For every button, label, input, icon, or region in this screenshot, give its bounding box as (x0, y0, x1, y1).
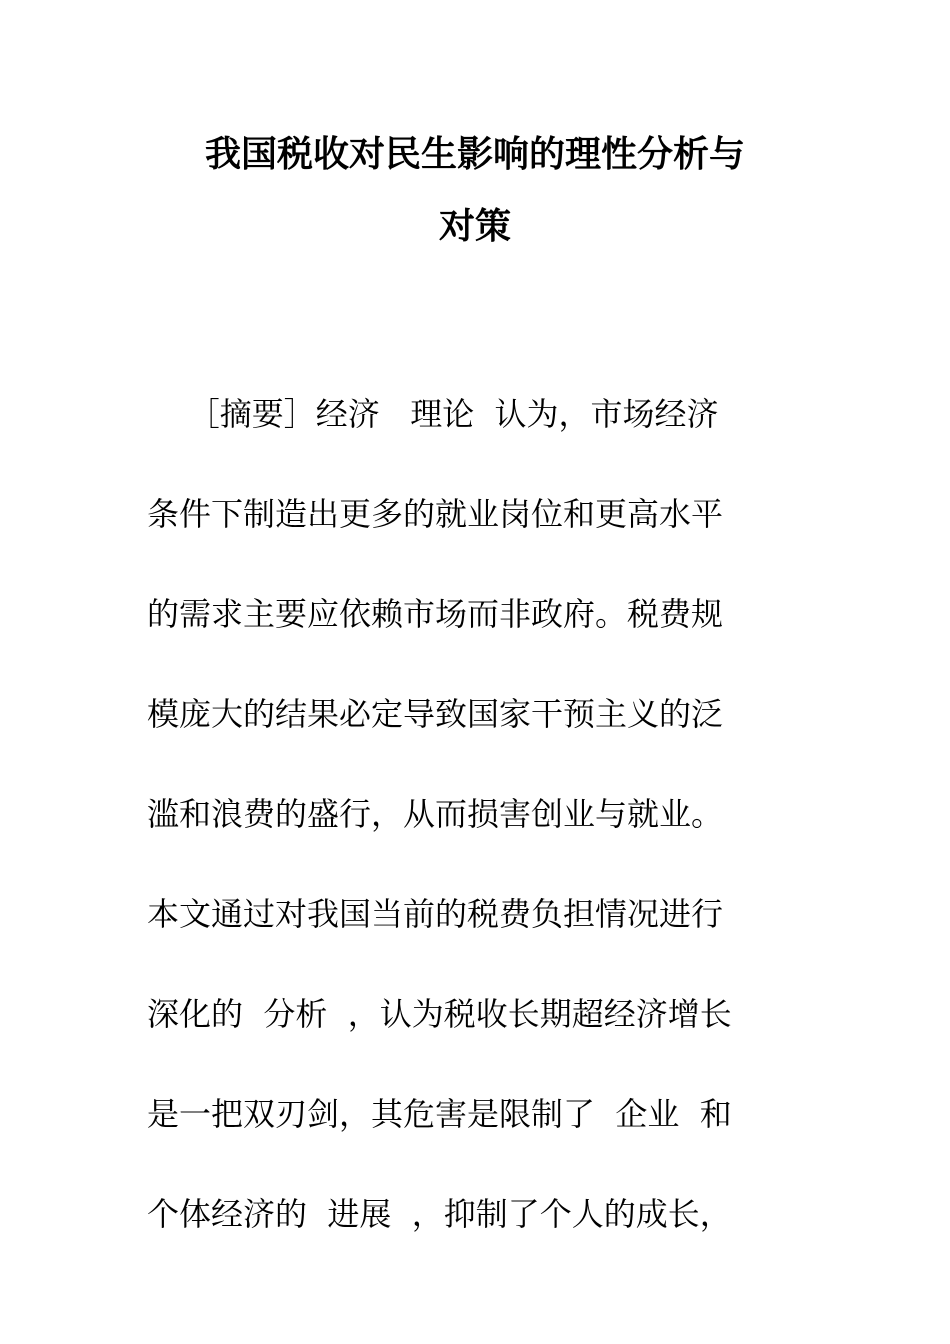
paragraph-line: 个体经济的 进展 ，抑制了个人的成长， (147, 1195, 732, 1233)
paragraph-line: 的需求主要应依赖市场而非政府。税费规 (147, 595, 724, 633)
title-line-1: 我国税收对民生影响的理性分析与 (204, 134, 745, 175)
paragraph-line: ［摘要］经济 理论 认为，市场经济 (147, 395, 719, 433)
document-title (120, 119, 830, 263)
paragraph-line: 深化的 分析 ，认为税收长期超经济增长 (147, 995, 732, 1033)
paragraph-line: 滥和浪费的盛行，从而损害创业与就业。 (147, 795, 724, 833)
paragraph-line: 模庞大的结果必定导致国家干预主义的泛 (147, 695, 724, 733)
title-line-2: 对策 (438, 206, 511, 247)
paragraph-line: 条件下制造出更多的就业岗位和更高水平 (147, 495, 724, 533)
abstract-paragraph (147, 364, 787, 1264)
paragraph-line: 本文通过对我国当前的税费负担情况进行 (147, 895, 724, 933)
paragraph-line: 是一把双刃剑，其危害是限制了 企业 和 (147, 1095, 732, 1133)
